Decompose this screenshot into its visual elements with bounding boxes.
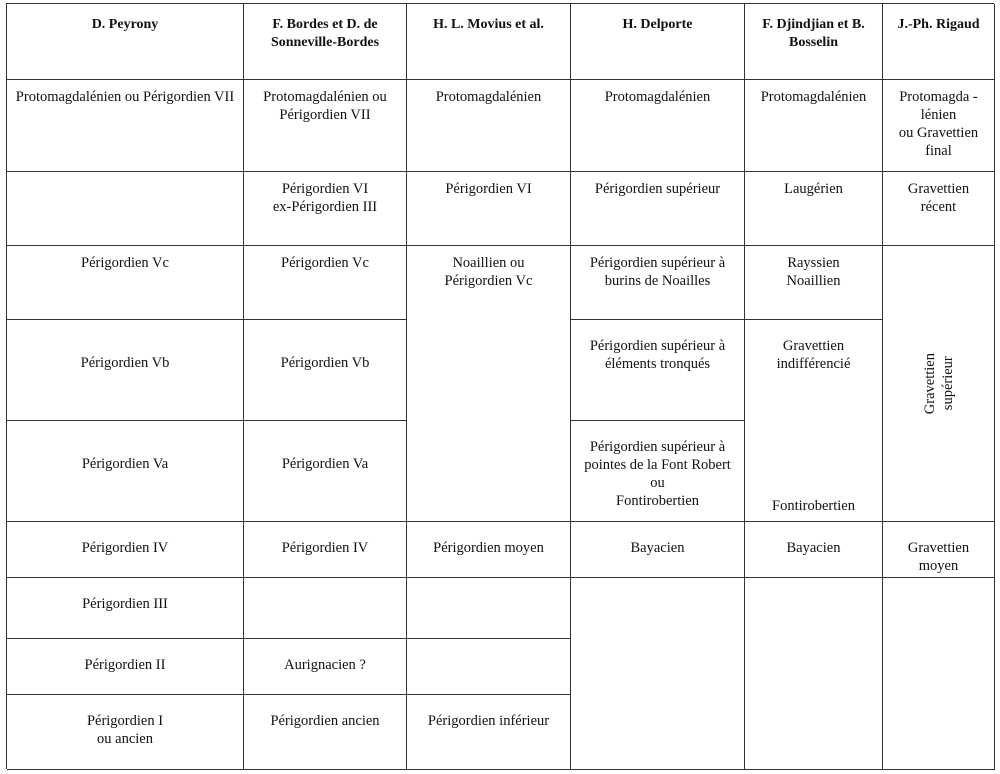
table-cell (244, 522, 407, 578)
cell-text: ex-Périgordien III (272, 199, 378, 215)
cell-text: Périgordien Vc (281, 255, 369, 271)
cell-text: Rayssien (787, 255, 840, 271)
cell-text: Périgordien IV (81, 540, 169, 556)
cell-text: Gravettien (907, 181, 970, 197)
cell-text: lénien (920, 107, 957, 123)
cell-text: Périgordien moyen (433, 540, 544, 556)
table-cell (883, 172, 995, 246)
cell-text: Protomagdalénien (760, 89, 867, 105)
table-cell-empty (244, 578, 407, 639)
table-cell (407, 80, 571, 172)
table-cell (7, 578, 244, 639)
cell-text: Gravettien (921, 352, 938, 415)
cell-text: Périgordien Vb (80, 355, 170, 371)
cell-text: Périgordien supérieur à (589, 255, 726, 271)
cell-text: Laugérien (784, 181, 843, 197)
cell-text: pointes de la Font Robert (584, 457, 731, 473)
cell-text: Gravettien (782, 338, 845, 354)
header-djindjian (745, 4, 883, 80)
table-cell (7, 421, 244, 522)
table-cell-empty (883, 578, 995, 770)
table-cell (745, 246, 883, 320)
table-cell (883, 80, 995, 172)
cell-text: Périgordien II (84, 657, 166, 673)
cell-text: Périgordien supérieur (594, 181, 721, 197)
table-cell (745, 172, 883, 246)
cell-text: ou (650, 475, 665, 491)
table-cell (244, 639, 407, 695)
table-cell-merged (745, 320, 883, 522)
cell-text: Noaillien (786, 273, 841, 289)
table-cell (244, 80, 407, 172)
cell-text: Protomagdalénien ou Périgordien VII (263, 89, 387, 123)
cell-text: final (925, 143, 952, 159)
table-cell-empty (7, 172, 244, 246)
table-cell-merged (407, 246, 571, 522)
cell-text: moyen (918, 558, 959, 574)
cell-text: Périgordien supérieur à (589, 439, 726, 455)
cell-text: Protomagdalénien (435, 89, 542, 105)
table-cell (244, 246, 407, 320)
cell-text: Noaillien ou (452, 255, 525, 271)
cell-text: burins de Noailles (604, 273, 711, 289)
cell-text: Périgordien VI (445, 181, 532, 197)
table-cell (7, 695, 244, 770)
table-cell (571, 246, 745, 320)
cell-text: Périgordien Vc (444, 273, 533, 289)
header-rigaud (883, 4, 995, 80)
table-cell (571, 522, 745, 578)
table-cell (745, 522, 883, 578)
table-cell (407, 172, 571, 246)
table-cell (571, 320, 745, 421)
cell-text: Périgordien Vc (81, 255, 169, 271)
header-bordes (244, 4, 407, 80)
cell-text: Périgordien VI (281, 181, 369, 197)
table-cell (571, 421, 745, 522)
cell-text: indifférencié (776, 356, 851, 372)
table-cell (745, 80, 883, 172)
cell-text: Bayacien (786, 540, 841, 556)
cell-text: Périgordien supérieur à (589, 338, 726, 354)
header-peyrony (7, 4, 244, 80)
cell-text: Protomagda - (899, 89, 978, 105)
cell-text: Périgordien IV (281, 540, 369, 556)
table-cell (244, 695, 407, 770)
table-cell (883, 522, 995, 578)
table-cell-empty (571, 578, 745, 770)
cell-text: Bayacien (630, 540, 685, 556)
table-cell (407, 522, 571, 578)
cell-text: ou ancien (97, 731, 153, 747)
header-label: H. Delporte (622, 17, 693, 32)
cell-text: éléments tronqués (604, 356, 711, 372)
table-cell-empty (407, 639, 571, 695)
header-label: J.-Ph. Rigaud (897, 17, 980, 32)
cell-group (777, 337, 851, 373)
vertical-label (921, 353, 957, 414)
table-cell-empty (745, 578, 883, 770)
cell-text: Périgordien Vb (280, 355, 370, 371)
header-label: H. L. Movius et al. (433, 17, 544, 32)
cell-text: Gravettien (907, 540, 970, 556)
header-label: D. Peyrony (91, 17, 159, 32)
cell-text: récent (920, 199, 957, 215)
cell-text: Aurignacien ? (284, 657, 366, 673)
table-cell (571, 172, 745, 246)
cell-text: Périgordien Va (81, 456, 169, 472)
table-cell (407, 695, 571, 770)
header-movius (407, 4, 571, 80)
cell-text: supérieur (939, 356, 956, 411)
table-cell (7, 639, 244, 695)
table-cell (244, 421, 407, 522)
cell-text: Protomagdalénien ou Périgordien VII (15, 89, 235, 105)
table-cell (244, 320, 407, 421)
table-cell (7, 80, 244, 172)
cell-text: Fontirobertien (772, 498, 855, 514)
header-label: F. Bordes et D. de Sonneville-Bordes (270, 17, 380, 50)
table-cell (244, 172, 407, 246)
table-cell (7, 522, 244, 578)
table-cell (571, 80, 745, 172)
cell-text: Protomagdalénien (604, 89, 711, 105)
cell-text: Périgordien inférieur (427, 713, 550, 729)
cell-text: Périgordien Va (281, 456, 369, 472)
cell-text: Périgordien ancien (270, 713, 380, 729)
table-cell (7, 246, 244, 320)
chronology-table (6, 3, 994, 769)
table-cell (7, 320, 244, 421)
cell-text: Fontirobertien (616, 493, 699, 509)
table-cell-merged-vertical (883, 246, 995, 522)
cell-text: Périgordien III (82, 596, 168, 612)
cell-text: Périgordien I (86, 713, 164, 729)
cell-text: ou Gravettien (898, 125, 979, 141)
header-delporte (571, 4, 745, 80)
header-label: F. Djindjian et B. Bosselin (762, 17, 865, 50)
table-cell-empty (407, 578, 571, 639)
